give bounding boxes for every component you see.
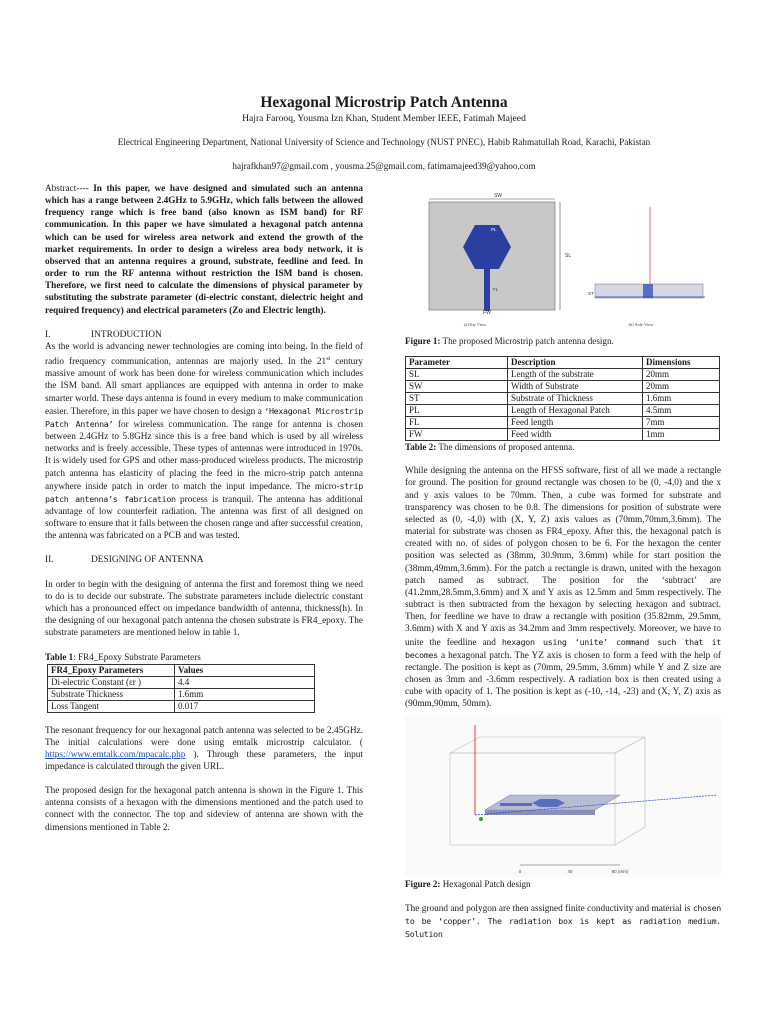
abstract-label: Abstract----: [45, 184, 89, 194]
proposed-design-paragraph: The proposed design for the hexagonal patch antenna is shown in the Figure 1. This antenna consists of a hexagon with the dimensions mentioned and the patch used to connect with the connector. The top and sideview of antenna are shown with the dimensions mentioned in Table 2.: [45, 786, 363, 833]
hfss-paragraph: [405, 465, 721, 710]
table-row: [406, 369, 720, 381]
table-row: [48, 700, 315, 712]
resonant-text-a: The resonant frequency for our hexagonal patch antenna was selected to be 2.45GHz. The initial calculations were done using emtalk microstrip calculator. (: [45, 725, 363, 748]
left-column: [45, 183, 363, 834]
ground-text: The ground and polygon are then assigned finite conductivity and material is: [405, 904, 693, 915]
table1-caption-text: : FR4_Epoxy Substrate Parameters: [73, 652, 201, 663]
figure1-caption-text: The proposed Microstrip patch antenna design.: [440, 336, 614, 346]
affiliation: Electrical Engineering Department, National University of Science and Technology (NUST PNEC), Habib Rahmatullah Road, Karachi, Pakistan: [117, 137, 651, 147]
hfss-text-a: While designing the antenna on the HFSS software, first of all we made a rectangle for ground. The position for ground rectangle was chosen to be (0, -4,0) and the x and y axis values to be 70mm. Then, a cube was formed for substrate and transparency was chosen to be 0.8. The dimensions for position of substrate were selected as (0, -4,0) with (X, Y, Z) axis values as (70mm,70mm,3.6mm). The material for substrate was chosen as FR4_epoxy. After this, the hexagonal patch is created with no. of sides of polygon chosen to be 6. For the hexagon the center position was selected as (38mm, 30.9mm, 3.6mm) while for start position the (38mm,49mm,3.6mm). For the patch a rectangle is drawn, united with the hexagon patch named as subtract. The position for the ‘subtract’ are (41.2mm,28.5mm,3.6mm) and X and Y axis as 12.5mm and 5mm respectively. The subtract is then subtracted from the hexagon by selecting hexagon and subtract. Then, for feedline we have to draw a rectangle with position (35.82mm, 29.5mm, 3.6mm) with X and Y axis as 34.2mm and 3mm respectively. Moreover, we have to unite the feedline and: [405, 466, 721, 648]
table-header: Values: [175, 664, 315, 676]
table-cell: 4.5mm: [643, 405, 720, 417]
label-pl: PL: [491, 227, 497, 232]
figure1-caption: [405, 335, 721, 347]
table-cell: Length of the substrate: [508, 369, 643, 381]
table-header: Parameter: [406, 357, 508, 369]
table-row: [48, 676, 315, 688]
table-row: [406, 393, 720, 405]
label-fw: FW: [483, 310, 491, 316]
table-cell: 1.6mm: [175, 688, 315, 700]
section-number: I.: [45, 329, 51, 340]
radiation-box-edge: [615, 737, 645, 753]
substrate-3d-edge: [485, 810, 595, 815]
intro-text-b: century massive amount of work has been done for wireless communication which includes the ISM band. All smart appliances are equipped with antenna in order to make smarter world. These days antenna is found in every medium to make communication easier. Therefore, in this paper we have chosen to design a: [45, 357, 363, 417]
table-cell: Width of Substrate: [508, 381, 643, 393]
table-cell: 20mm: [643, 381, 720, 393]
section-number: II.: [45, 555, 54, 566]
resonant-text-b: ). Through these parameters, the input impedance is calculated through the given URL.: [45, 749, 363, 773]
table-cell: 0.017: [175, 700, 315, 712]
table-header: FR4_Epoxy Parameters: [48, 664, 175, 676]
section-title: INTRODUCTION: [91, 329, 162, 340]
section-title: DESIGNING OF ANTENNA: [91, 555, 204, 566]
feedline: [484, 269, 490, 311]
figure1-caption-label: Figure 1:: [405, 336, 441, 346]
table-row: [406, 417, 720, 429]
emails: hajrafkhan97@gmail.com , yousma.25@gmail.com, fatimamajeed39@yahoo.com: [232, 161, 536, 171]
feedline-3d: [500, 803, 532, 806]
intro-text-d: process is tranquil. The antenna has additional advantage of low counterfeit radiation. The antenna was first of all designed on software to ensure that it falls between the chosen range and after successful creation, the antenna was fabricated on a PCB and was tested.: [45, 494, 363, 542]
hfss-text-b: a hexagonal patch. The YZ axis is chosen to form a feed with the help of rectangle. The position is kept as (70mm, 29.5mm, 3.6mm) while Y and Z size are chosen as 3mm and -3.6mm respectively. A radiation box is then created using a cube with opacity of 1. The position is kept as (-10, -14, -23) and (X, Y, Z) axis as (90mm,90mm, 50mm).: [405, 650, 721, 710]
ground-paragraph: [405, 902, 721, 941]
table-row: [48, 688, 315, 700]
table-cell: ST: [406, 393, 508, 405]
table-cell: SW: [406, 381, 508, 393]
hfss-mono: hexagon using ‘unite’ command such that it becomes: [405, 636, 721, 660]
designing-paragraph: In order to begin with the designing of antenna the first and foremost thing we need to do is to decide our substrate. The substrate parameters include dielectric constant which has a pronounced effect on impedance bandwidth of antenna, thickness(h). In the designing of our hexagonal patch antenna the chosen substrate is FR4_epoxy. The substrate parameters are mentioned below in table 1.: [45, 579, 363, 639]
ground-mono: chosen to be ‘copper’. The radiation box is kept as radiation medium. Solution: [405, 903, 721, 940]
subcaption-side-view: (b) Side View: [628, 322, 654, 327]
feed-side-view: [643, 284, 653, 298]
table-row: [406, 405, 720, 417]
table-cell: SL: [406, 369, 508, 381]
intro-text-a: As the world is advancing newer technologies are coming into being. In the field of radio frequency communication, antennas are majorly used. In the 21: [45, 341, 363, 368]
resonant-paragraph: [45, 725, 363, 774]
figure2-caption-label: Figure 2:: [405, 879, 441, 889]
abstract-text: In this paper, we have designed and simulated such an antenna which has a range between 2.4GHz to 5.9GHz, which falls between the allowed frequency range which is free band (also known as ISM band) for RF communication. In this paper we have simulated a hexagonal patch antenna which can be used for wireless area network and extend the growth of the market requirements. In order to design a wireless area body network, it is observed that an antenna requires a ground, substrate, feedline and feed. In order to run the RF antenna without restriction the ISM band is chosen. Therefore, we first need to calculate the dimensions of physical parameter by substituting the substrate parameter (di-electric constant, dielectric height and required frequency) and electrical parameters (Zo and Electric length).: [45, 184, 364, 316]
intro-text-c: for wireless communication. The range for antenna is chosen between 2.4GHz to 5.8GHz since this is a free band which is used by all wireless networks and is freely accessible. These types of antennas were introduced in 1970s. It is widely used for GPS and other mass-produced wireless products. The microstrip patch antenna has elasticity of placing the feed in the micro-strip patch antenna anywhere inside patch in order to match the input impedance. The micro-: [45, 419, 364, 492]
table-row: [406, 381, 720, 393]
radiation-box-edge: [615, 827, 645, 845]
table-cell: 1.6mm: [643, 393, 720, 405]
table-cell: PL: [406, 405, 508, 417]
table2: [405, 356, 720, 441]
table-cell: 4.4: [175, 676, 315, 688]
paper-title: Hexagonal Microstrip Patch Antenna: [260, 94, 508, 111]
table1-caption: [45, 651, 363, 663]
section-heading-designing: [45, 554, 363, 566]
table-cell: Feed width: [508, 429, 643, 441]
table-cell: Substrate of Thickness: [508, 393, 643, 405]
table-cell: FL: [406, 417, 508, 429]
table1-caption-label: Table 1: [45, 652, 74, 663]
right-column-bottom: [405, 878, 721, 942]
table-cell: FW: [406, 429, 508, 441]
label-st: ST: [588, 291, 594, 296]
scale-label: 40: [567, 869, 573, 874]
table-cell: Feed length: [508, 417, 643, 429]
table-header: Description: [508, 357, 643, 369]
introduction-paragraph: [45, 341, 363, 543]
table-header: Dimensions: [643, 357, 720, 369]
table-cell: Loss Tangent: [48, 700, 175, 712]
label-fl: FL: [493, 287, 499, 292]
figure2-caption: [405, 878, 721, 890]
scale-label: 0: [518, 869, 522, 874]
figure2-drawing: [405, 715, 721, 877]
table-cell: 20mm: [643, 369, 720, 381]
table2-caption: [405, 441, 721, 453]
figure2-caption-text: Hexagonal Patch design: [440, 879, 531, 889]
right-column-top: [405, 335, 721, 710]
label-sl: SL: [565, 253, 572, 259]
section-heading-introduction: [45, 329, 363, 341]
table1: [47, 664, 315, 713]
authors: Hajra Farooq, Yousma Izn Khan, Student Member IEEE, Fatimah Majeed: [242, 113, 526, 124]
table-cell: Substrate Thickness: [48, 688, 175, 700]
intro-quote: ‘Hexagonal Microstrip Patch Antenna’: [45, 405, 363, 429]
table-row: [406, 429, 720, 441]
abstract: [45, 183, 363, 317]
intro-sup: st: [326, 356, 331, 363]
table-cell: 7mm: [643, 417, 720, 429]
label-sw: SW: [493, 193, 503, 199]
origin-marker: [479, 817, 483, 821]
emtalk-link[interactable]: https://www.emtalk.com/mpacalc.php: [45, 749, 186, 760]
scale-label: 80 (mm): [611, 869, 629, 874]
table-cell: 1mm: [643, 429, 720, 441]
table-cell: Di-electric Constant (εr ): [48, 676, 175, 688]
figure1: [405, 185, 721, 333]
table-row: [48, 664, 315, 676]
subcaption-top-view: (a)Top View: [463, 322, 487, 327]
table2-caption-text: The dimensions of proposed antenna.: [436, 442, 575, 453]
table2-caption-label: Table 2:: [405, 442, 437, 453]
figure1-drawing: [405, 185, 721, 333]
radiation-box-top: [450, 737, 645, 753]
table-row: [406, 357, 720, 369]
table-cell: Length of Hexagonal Patch: [508, 405, 643, 417]
intro-mono: strip patch antenna’s fabrication: [45, 480, 363, 504]
figure2: [405, 715, 721, 877]
